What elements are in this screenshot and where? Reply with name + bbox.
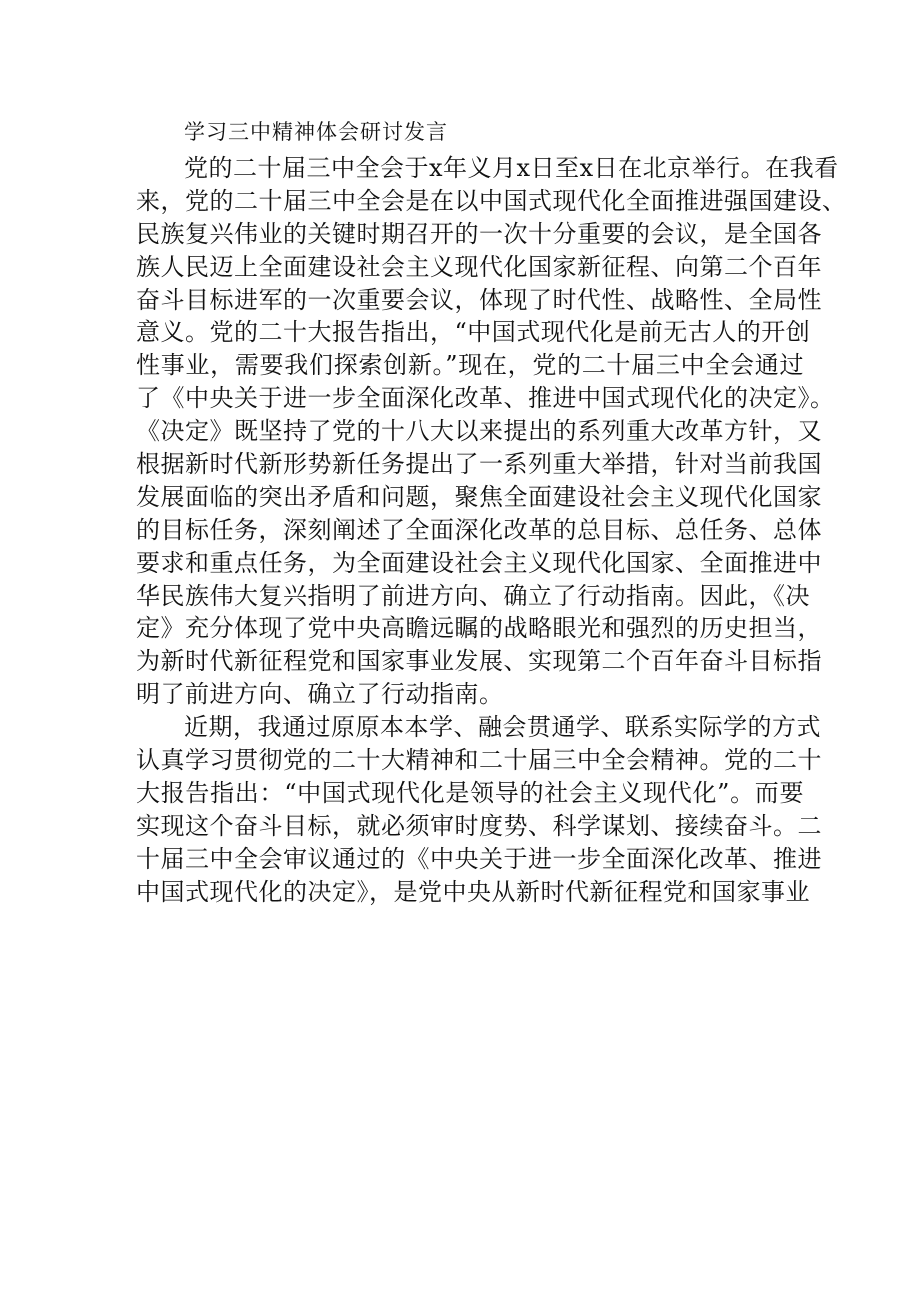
text-line: 要求和重点任务，为全面建设社会主义现代化国家、全面推进中 xyxy=(136,548,822,577)
text-line: 根据新时代新形势新任务提出了一系列重大举措，针对当前我国 xyxy=(136,450,822,479)
text-line: 党的二十届三中全会于x年义月x日至x日在北京举行。在我看 xyxy=(184,154,839,182)
text-line: 性事业，需要我们探索创新。”现在，党的二十届三中全会通过 xyxy=(136,351,804,380)
text-line: 实现这个奋斗目标，就必须审时度势、科学谋划、接续奋斗。二 xyxy=(136,811,822,840)
text-line: 华民族伟大复兴指明了前进方向、确立了行动指南。因此，《决 xyxy=(136,581,810,610)
text-line: 明了前进方向、确立了行动指南。 xyxy=(136,680,504,709)
text-line: 近期，我通过原原本本学、融会贯通学、联系实际学的方式 xyxy=(184,713,821,742)
text-line: 认真学习贯彻党的二十大精神和二十届三中全会精神。党的二十 xyxy=(136,746,822,775)
text-line: 奋斗目标进军的一次重要会议，体现了时代性、战略性、全局性 xyxy=(136,285,822,314)
paragraph-1 xyxy=(136,152,847,711)
text-line: 定》充分体现了党中央高瞻远瞩的战略眼光和强烈的历史担当， xyxy=(136,614,822,643)
text-line: 意义。党的二十大报告指出，“中国式现代化是前无古人的开创 xyxy=(136,318,811,347)
text-line: 来，党的二十届三中全会是在以中国式现代化全面推进强国建设、 xyxy=(136,186,847,215)
text-line: 中国式现代化的决定》，是党中央从新时代新征程党和国家事业 xyxy=(136,877,810,906)
text-line: 大报告指出：“中国式现代化是领导的社会主义现代化”。而要 xyxy=(136,778,804,807)
document-title: 学习三中精神体会研讨发言 xyxy=(184,120,448,144)
text-line: 为新时代新征程党和国家事业发展、实现第二个百年奋斗目标指 xyxy=(136,647,822,676)
paragraph-2 xyxy=(136,711,822,908)
text-line: 的目标任务，深刻阐述了全面深化改革的总目标、总任务、总体 xyxy=(136,515,822,544)
text-line: 发展面临的突出矛盾和问题，聚焦全面建设社会主义现代化国家 xyxy=(136,482,822,511)
text-line: 十届三中全会审议通过的《中央关于进一步全面深化改革、推进 xyxy=(136,844,822,873)
document-body xyxy=(136,112,847,908)
text-line: 族人民迈上全面建设社会主义现代化国家新征程、向第二个百年 xyxy=(136,252,822,281)
text-line: 了《中央关于进一步全面深化改革、推进中国式现代化的决定》。 xyxy=(136,384,835,413)
text-line: 民族复兴伟业的关键时期召开的一次十分重要的会议，是全国各 xyxy=(136,219,822,248)
text-line: 《决定》既坚持了党的十八大以来提出的系列重大改革方针，又 xyxy=(136,417,822,446)
